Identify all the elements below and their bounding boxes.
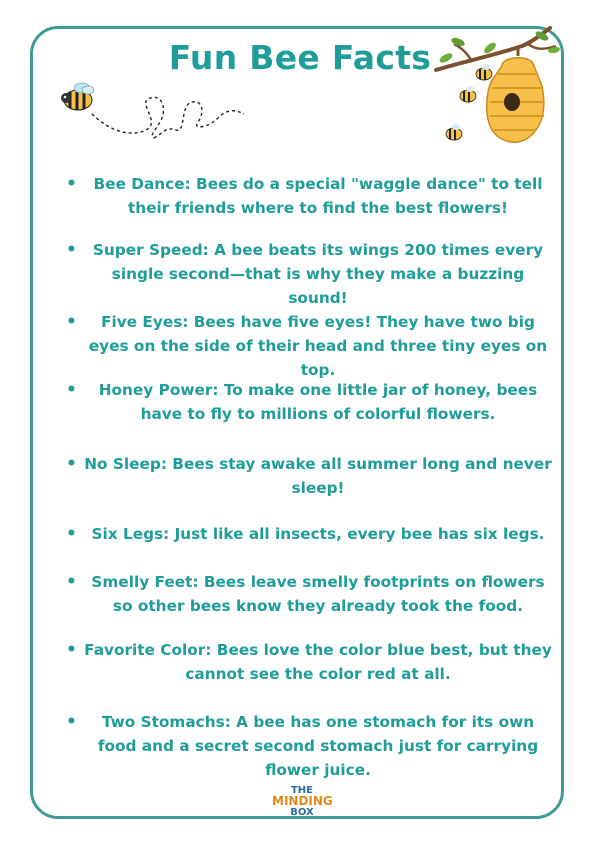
list-item: [62, 638, 552, 686]
list-item: [62, 310, 552, 382]
fact-text: No Sleep: Bees stay awake all summer long and never sleep!: [84, 455, 552, 497]
fact-text: Five Eyes: Bees have five eyes! They have two big eyes on the side of their head and three tiny eyes on top.: [88, 313, 548, 379]
fact-text: Smelly Feet: Bees leave smelly footprints on flowers so other bees know they already took the food.: [91, 573, 545, 615]
bullet-dot: •: [66, 312, 77, 332]
brand-line: MINDING: [272, 794, 333, 808]
list-item: [62, 238, 552, 310]
list-item: [62, 452, 552, 500]
fact-text: Two Stomachs: A bee has one stomach for its own food and a secret second stomach just for carrying flower juice.: [97, 713, 539, 779]
bullet-dot: •: [66, 380, 77, 400]
fact-text: Super Speed: A bee beats its wings 200 times every single second—that is why they make a buzzing sound!: [92, 241, 544, 307]
bullet-dot: •: [66, 712, 77, 732]
bullet-dot: •: [66, 174, 77, 194]
bullet-dot: •: [66, 524, 77, 544]
fact-text: Bee Dance: Bees do a special "waggle dance" to tell their friends where to find the best flowers!: [93, 175, 543, 217]
page-title: Fun Bee Facts: [168, 38, 432, 77]
list-item: [62, 378, 552, 426]
list-item: [62, 710, 552, 782]
bullet-dot: •: [66, 454, 77, 474]
list-item: [62, 570, 552, 618]
list-item: [62, 172, 552, 220]
brand-line: BOX: [290, 807, 314, 818]
fact-text: Favorite Color: Bees love the color blue best, but they cannot see the color red at all.: [84, 641, 552, 683]
brand-line: THE: [290, 785, 314, 796]
fact-text: Honey Power: To make one little jar of honey, bees have to fly to millions of colorful flowers.: [98, 381, 538, 423]
bullet-dot: •: [66, 240, 77, 260]
bullet-dot: •: [66, 640, 77, 660]
bullet-dot: •: [66, 572, 77, 592]
brand-logo: [272, 785, 332, 835]
list-item: [62, 522, 552, 546]
fact-text: Six Legs: Just like all insects, every bee has six legs.: [91, 525, 545, 543]
